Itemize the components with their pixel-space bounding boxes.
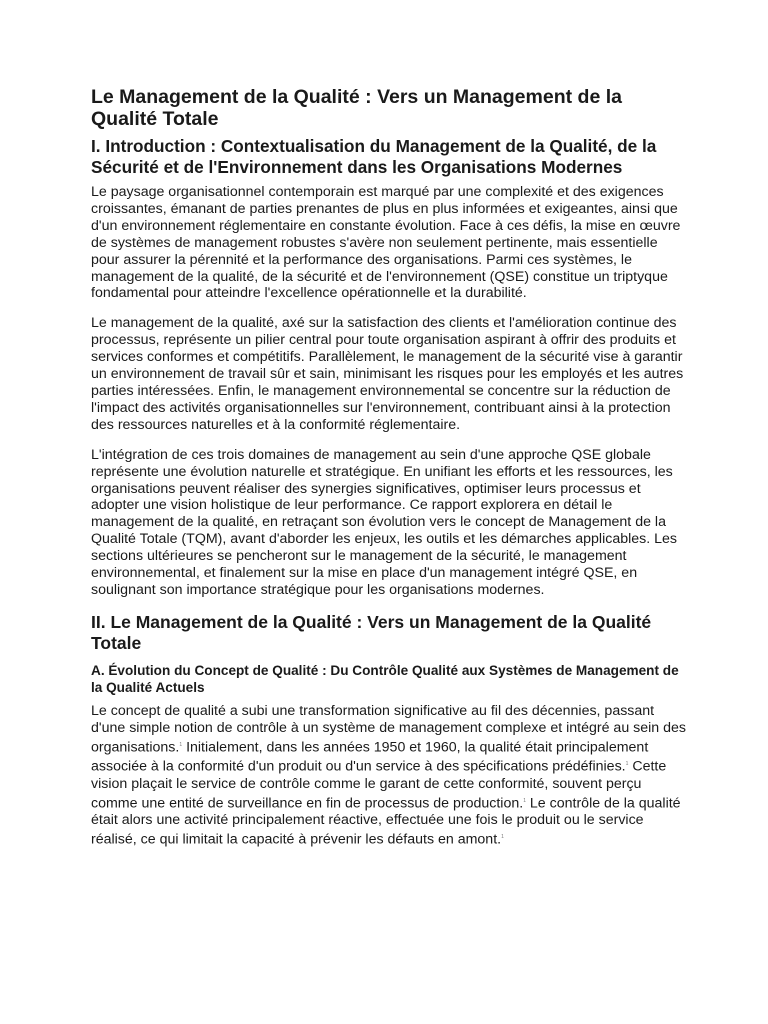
section-1-paragraph-1: Le paysage organisationnel contemporain est marqué par une complexité et des exigences croissantes, émanant de parties prenantes de plus en plus informées et exigeantes, ainsi que d'un environnement réglementaire en constante évolution. Face à ces défis, la mise en œuvre de systèmes de management robustes s'avère non seulement pertinente, mais essentielle pour assurer la pérennité et la performance des organisations. Parmi ces systèmes, le management de la qualité, de la sécurité et de l'environnement (QSE) constitue un triptyque fondamental pour atteindre l'excellence opérationnelle et la durabilité. — [91, 184, 681, 302]
text-segment: Le contrôle de la qualité était alors une activité principalement réactive, effectuée une fois le produit ou le service réalisé, ce qui limitait la capacité à prévenir les défauts en amont. — [91, 795, 681, 849]
footnote-marker[interactable]: 1 — [625, 761, 629, 768]
section-1-paragraph-3: L'intégration de ces trois domaines de management au sein d'une approche QSE globale représente une évolution naturelle et stratégique. En unifiant les efforts et les ressources, les organisations peuvent réaliser des synergies significatives, optimiser leurs processus et adopter une vision holistique de leur performance. Ce rapport explorera en détail le management de la qualité, en retraçant son évolution vers le concept de Management de la Qualité Totale (TQM), avant d'aborder les enjeux, les outils et les démarches applicables. Les sections ultérieures se pencheront sur le management de la sécurité, le management environnemental, et finalement sur la mise en place d'un management intégré QSE, en soulignant son importance stratégique pour les organisations modernes. — [91, 446, 678, 598]
section-1-paragraph-2: Le management de la qualité, axé sur la satisfaction des clients et l'amélioration continue des processus, représente un pilier central pour toute organisation aspirant à offrir des produits et services conformes et compétitifs. Parallèlement, le management de la sécurité vise à garantir un environnement de travail sûr et sain, minimisant les risques pour les employés et les autres parties intéressées. Enfin, le management environnemental se concentre sur la réduction de l'impact des activités organisationnelles sur l'environnement, contribuant ainsi à la protection des ressources naturelles et à la conformité réglementaire. — [91, 315, 684, 433]
section-2-heading: II. Le Management de la Qualité : Vers un Management de la Qualité Totale — [91, 611, 652, 653]
subsection-a-paragraph — [91, 703, 687, 849]
document-title: Le Management de la Qualité : Vers un Management de la Qualité Totale — [91, 86, 622, 130]
text-segment: Le concept de qualité a subi une transformation significative au fil des décennies, passant d'une simple notion de contrôle à un système de management complexe et intégré au sein des organisations. — [91, 702, 687, 756]
footnote-marker[interactable]: 1 — [501, 834, 504, 841]
document-page — [91, 86, 687, 862]
text-segment: Initialement, dans les années 1950 et 1960, la qualité était principalement associée à la conformité d'un produit ou d'un service à des spécifications prédéfinies. — [91, 739, 649, 776]
footnote-marker[interactable]: 1 — [179, 741, 183, 748]
footnote-marker[interactable]: 1 — [523, 797, 526, 804]
section-1-heading: I. Introduction : Contextualisation du Management de la Qualité, de la Sécurité et de l'Environnement dans les Organisations Modernes — [91, 136, 657, 177]
text-segment: Cette vision plaçait le service de contrôle comme le garant de cette conformité, souvent perçu comme une entité de surveillance en fin de processus de production. — [91, 759, 667, 812]
subsection-a-heading: A. Évolution du Concept de Qualité : Du Contrôle Qualité aux Systèmes de Management de la Qualité Actuels — [91, 662, 679, 695]
